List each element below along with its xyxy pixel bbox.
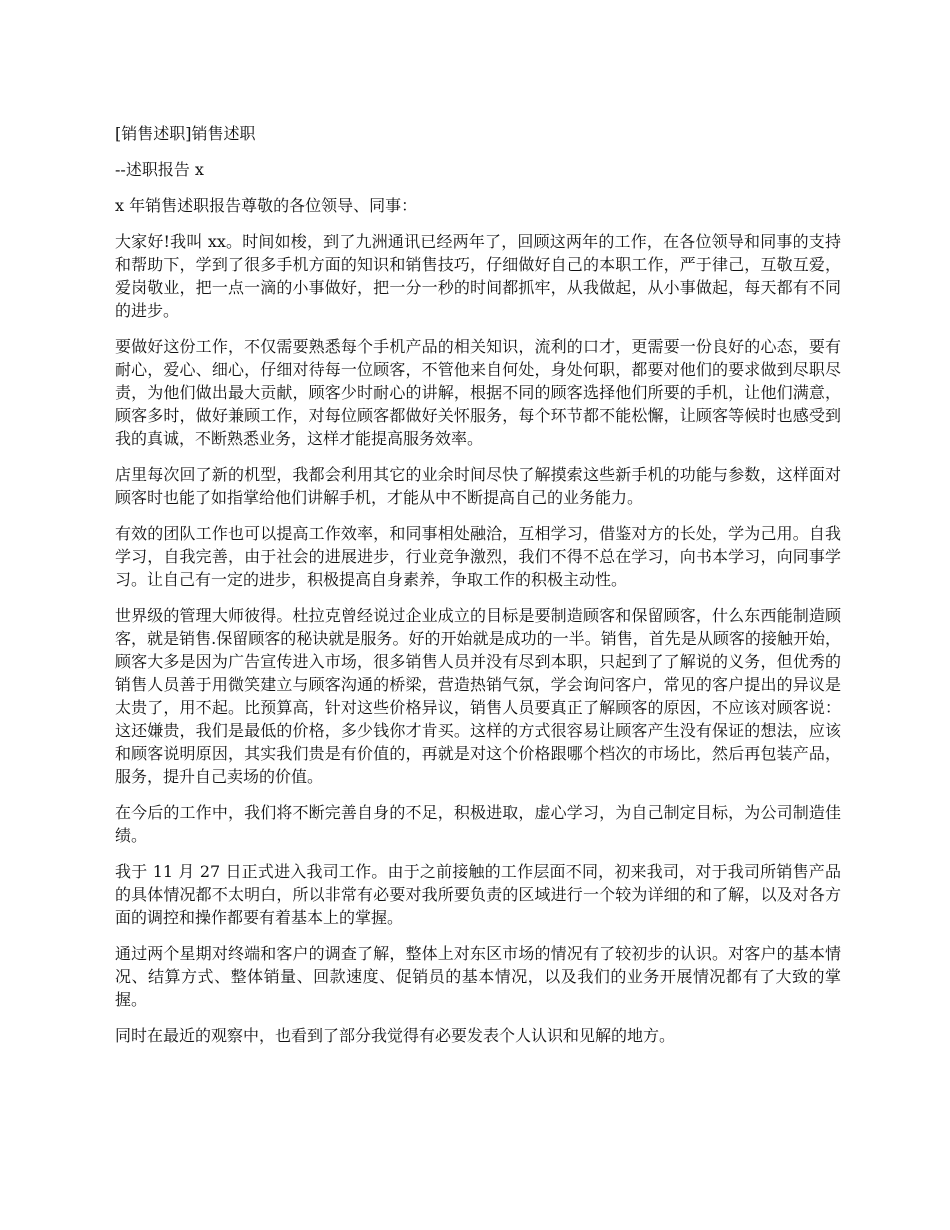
paragraph: 同时在最近的观察中，也看到了部分我觉得有必要发表个人认识和见解的地方。 [115, 1026, 676, 1045]
paragraph: 有效的团队工作也可以提高工作效率，和同事相处融洽，互相学习，借鉴对方的长处，学为己用。自我学习，自我完善，由于社会的进展进步，行业竞争激烈，我们不得不总在学习，向书本学习，向同事学习。让自己有一定的进步，积极提高自身素养，争取工作的积极主动性。 [115, 524, 841, 589]
paragraph: 世界级的管理大师彼得。杜拉克曾经说过企业成立的目标是要制造顾客和保留顾客，什么东西能制造顾客，就是销售.保留顾客的秘诀就是服务。好的开始就是成功的一半。销售，首先是从顾客的接触开始，顾客大多是因为广告宣传进入市场，很多销售人员并没有尽到本职，只起到了了解说的义务，但优秀的销售人员善于用微笑建立与顾客沟通的桥梁，营造热销气氛，学会询问客户，常见的客户提出的异议是太贵了，用不起。比预算高，针对这些价格异议，销售人员要真正了解顾客的原因，不应该对顾客说：这还嫌贵，我们是最低的价格，多少钱你才肯买。这样的方式很容易让顾客产生没有保证的想法，应该和顾客说明原因，其实我们贵是有价值的，再就是对这个价格跟哪个档次的市场比，然后再包装产品，服务，提升自己卖场的价值。 [115, 606, 841, 786]
paragraph: 通过两个星期对终端和客户的调查了解，整体上对东区市场的情况有了较初步的认识。对客户的基本情况、结算方式、整体销量、回款速度、促销员的基本情况，以及我们的业务开展情况都有了大致的掌握。 [115, 944, 841, 1009]
paragraph: 我于 11 月 27 日正式进入我司工作。由于之前接触的工作层面不同，初来我司，对于我司所销售产品的具体情况都不太明白，所以非常有必要对我所要负责的区域进行一个较为详细的和了解，以及对各方面的调控和操作都要有着基本上的掌握。 [115, 862, 841, 927]
paragraph: 店里每次回了新的机型，我都会利用其它的业余时间尽快了解摸索这些新手机的功能与参数，这样面对顾客时也能了如指掌给他们讲解手机，才能从中不断提高自己的业务能力。 [115, 465, 841, 507]
document-greeting: x 年销售述职报告尊敬的各位领导、同事： [115, 196, 418, 215]
document-page [115, 122, 841, 1060]
paragraph: 要做好这份工作，不仅需要熟悉每个手机产品的相关知识，流利的口才，更需要一份良好的心态，要有耐心，爱心、细心，仔细对待每一位顾客，不管他来自何处，身处何职，都要对他们的要求做到尽职尽责，为他们做出最大贡献，顾客少时耐心的讲解，根据不同的顾客选择他们所要的手机，让他们满意，顾客多时，做好兼顾工作，对每位顾客都做好关怀服务，每个环节都不能松懈，让顾客等候时也感受到我的真诚，不断熟悉业务，这样才能提高服务效率。 [115, 337, 841, 448]
paragraph: 在今后的工作中，我们将不断完善自身的不足，积极进取，虚心学习，为自己制定目标，为公司制造佳绩。 [115, 803, 841, 845]
paragraph: 大家好!我叫 xx。时间如梭，到了九洲通讯已经两年了，回顾这两年的工作，在各位领导和同事的支持和帮助下，学到了很多手机方面的知识和销售技巧，仔细做好自己的本职工作，严于律己，互敬互爱，爱岗敬业，把一点一滴的小事做好，把一分一秒的时间都抓牢，从我做起，从小事做起，每天都有不同的进步。 [115, 232, 841, 320]
document-subtitle: --述职报告 x [115, 160, 204, 179]
document-title: [销售述职]销售述职 [115, 124, 256, 143]
